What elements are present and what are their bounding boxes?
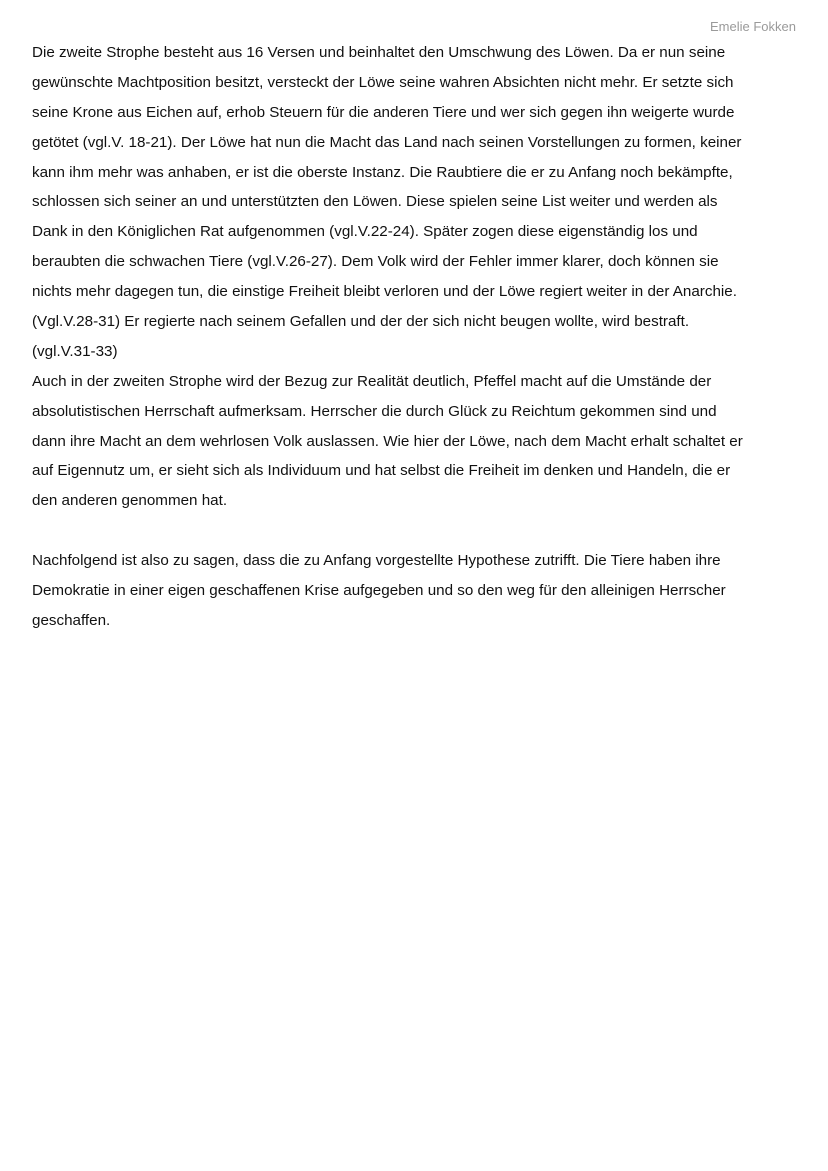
paragraph-conclusion bbox=[32, 546, 822, 636]
text-line: (vgl.V.31-33) bbox=[32, 342, 118, 360]
text-line: absolutistischen Herrschaft aufmerksam. Herrscher die durch Glück zu Reichtum gekommen sind und bbox=[32, 402, 717, 420]
text-line: kann ihm mehr was anhaben, er ist die oberste Instanz. Die Raubtiere die er zu Anfang noch bekämpfte, bbox=[32, 163, 733, 181]
text-line: den anderen genommen hat. bbox=[32, 492, 228, 510]
text-line: geschaffen. bbox=[32, 611, 111, 629]
text-line: (Vgl.V.28-31) Er regierte nach seinem Gefallen und der der sich nicht beugen wollte, wird bestraft. bbox=[32, 313, 690, 331]
text-line: nichts mehr dagegen tun, die einstige Freiheit bleibt verloren und der Löwe regiert weiter in der Anarchie. bbox=[32, 283, 737, 301]
text-line: seine Krone aus Eichen auf, erhob Steuern für die anderen Tiere und wer sich gegen ihn weigerte wurde bbox=[32, 103, 735, 121]
text-line: beraubten die schwachen Tiere (vgl.V.26-27). Dem Volk wird der Fehler immer klarer, doch können sie bbox=[32, 253, 719, 271]
text-line: dann ihre Macht an dem wehrlosen Volk auslassen. Wie hier der Löwe, nach dem Macht erhalt schaltet er bbox=[32, 432, 743, 450]
text-line: Dank in den Königlichen Rat aufgenommen (vgl.V.22-24). Später zogen diese eigenständig los und bbox=[32, 223, 698, 241]
author-name: Emelie Fokken bbox=[710, 19, 796, 34]
text-line: gewünschte Machtposition besitzt, versteckt der Löwe seine wahren Absichten nicht mehr. Er setzte sich bbox=[32, 73, 734, 91]
paragraph-reality-reference bbox=[32, 367, 822, 516]
paragraph-spacer bbox=[32, 516, 822, 546]
text-line: getötet (vgl.V. 18-21). Der Löwe hat nun die Macht das Land nach seinen Vorstellungen zu formen, keiner bbox=[32, 133, 742, 151]
text-line: Die zweite Strophe besteht aus 16 Versen und beinhaltet den Umschwung des Löwen. Da er nun seine bbox=[32, 44, 726, 61]
text-line: Demokratie in einer eigen geschaffenen Krise aufgegeben und so den weg für den alleinigen Herrscher bbox=[32, 582, 726, 600]
text-line: schlossen sich seiner an und unterstützten den Löwen. Diese spielen seine List weiter und werden als bbox=[32, 193, 718, 211]
document-body bbox=[32, 38, 822, 636]
text-line: auf Eigennutz um, er sieht sich als Individuum und hat selbst die Freiheit im denken und Handeln, die er bbox=[32, 462, 731, 480]
paragraph-analysis-strophe-two bbox=[32, 38, 822, 367]
text-line: Nachfolgend ist also zu sagen, dass die zu Anfang vorgestellte Hypothese zutrifft. Die Tiere haben ihre bbox=[32, 552, 721, 570]
text-line: Auch in der zweiten Strophe wird der Bezug zur Realität deutlich, Pfeffel macht auf die Umstände der bbox=[32, 372, 712, 390]
